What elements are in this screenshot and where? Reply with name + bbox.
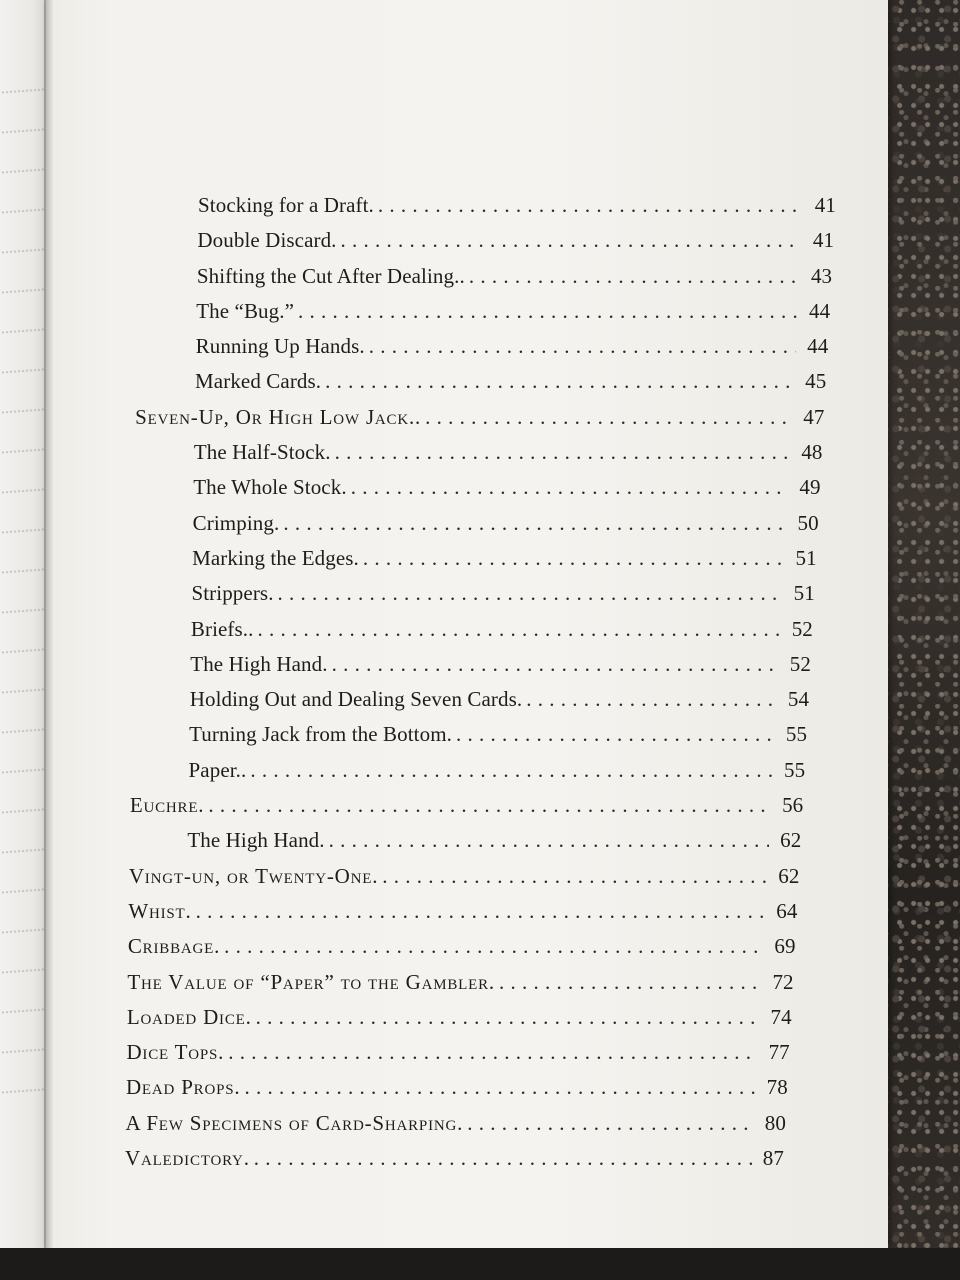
toc-entry-page-number: 62 xyxy=(778,863,800,888)
toc-entry-title: Strippers. xyxy=(191,581,274,606)
show-through-line xyxy=(2,1009,44,1017)
dot-leader xyxy=(254,1143,752,1173)
toc-entry xyxy=(127,967,793,997)
toc-entry-title: The High Hand. xyxy=(190,651,328,676)
toc-entry-page-number: 43 xyxy=(810,263,833,288)
show-through-line xyxy=(2,569,44,577)
dot-leader xyxy=(329,825,770,855)
show-through-line xyxy=(2,249,44,257)
countertop-background xyxy=(880,0,960,1280)
show-through-line xyxy=(2,1089,44,1097)
dot-leader xyxy=(256,1002,760,1032)
show-through-line xyxy=(2,289,44,297)
show-through-line xyxy=(2,969,44,977)
dot-leader xyxy=(351,472,789,502)
book-page xyxy=(46,0,888,1248)
toc-entry xyxy=(196,296,830,326)
toc-entry xyxy=(187,825,801,855)
toc-entry-page-number: 55 xyxy=(785,722,808,747)
toc-entry-title: Dead Props. xyxy=(125,1075,241,1100)
toc-entry-page-number: 41 xyxy=(814,193,836,217)
toc-entry-title: Holding Out and Dealing Seven Cards. xyxy=(189,687,523,712)
show-through-line xyxy=(2,489,44,497)
toc-entry-page-number: 44 xyxy=(809,298,831,323)
toc-entry xyxy=(197,225,834,255)
toc-entry-title: Turning Jack from the Bottom. xyxy=(189,722,452,747)
toc-entry-title: Crimping. xyxy=(192,510,280,535)
dot-leader xyxy=(332,649,779,679)
toc-entry-title: A Few Specimens of Card-Sharping. xyxy=(125,1110,464,1135)
dot-leader xyxy=(382,861,767,891)
toc-entry xyxy=(191,578,814,608)
toc-entry xyxy=(190,684,809,714)
show-through-line xyxy=(2,929,44,937)
toc-entry-page-number: 62 xyxy=(780,828,802,853)
show-through-line xyxy=(2,729,44,737)
dot-leader xyxy=(467,1108,754,1138)
toc-entry-title: Running Up Hands. xyxy=(195,334,365,359)
toc-entry-page-number: 54 xyxy=(787,687,810,712)
toc-entry xyxy=(128,931,796,961)
toc-entry-page-number: 87 xyxy=(762,1146,784,1170)
toc-entry-page-number: 45 xyxy=(805,369,827,394)
show-through-line xyxy=(2,369,44,377)
dot-leader xyxy=(208,790,771,820)
dot-leader xyxy=(244,1072,755,1102)
toc-entry xyxy=(193,472,820,502)
toc-entry xyxy=(125,1143,784,1173)
dot-leader xyxy=(258,614,781,644)
dot-leader xyxy=(363,543,785,573)
table-of-contents xyxy=(46,0,888,1248)
toc-entry xyxy=(195,366,826,396)
bottom-shadow xyxy=(0,1248,960,1280)
toc-entry-page-number: 56 xyxy=(782,793,804,818)
dot-leader xyxy=(228,1037,758,1067)
toc-entry-page-number: 69 xyxy=(774,934,796,959)
book-gutter xyxy=(44,0,54,1248)
toc-entry xyxy=(129,861,800,891)
toc-entry-title: The Value of “Paper” to the Gambler. xyxy=(127,969,495,994)
dot-leader xyxy=(425,402,792,432)
toc-entry-page-number: 52 xyxy=(789,651,811,676)
dot-leader xyxy=(250,755,773,785)
dot-leader xyxy=(196,896,766,926)
toc-entry-title: Shifting the Cut After Dealing.. xyxy=(196,263,465,288)
toc-entry-page-number: 52 xyxy=(791,616,813,641)
show-through-line xyxy=(2,889,44,897)
show-through-line xyxy=(2,809,44,817)
toc-entry-title: The “Bug.” xyxy=(196,298,295,323)
toc-entry xyxy=(128,896,797,926)
toc-entry-page-number: 51 xyxy=(793,581,815,606)
toc-entry-title: Valedictory. xyxy=(125,1146,250,1170)
dot-leader xyxy=(335,437,791,467)
toc-entry xyxy=(193,508,819,538)
toc-entry xyxy=(189,755,806,785)
toc-entry-title: The Whole Stock. xyxy=(193,475,347,500)
toc-entry-page-number: 72 xyxy=(772,969,794,994)
show-through-line xyxy=(2,449,44,457)
show-through-line xyxy=(2,1049,44,1057)
toc-entry xyxy=(189,719,807,749)
toc-entry-page-number: 44 xyxy=(807,334,829,359)
toc-entry xyxy=(135,402,824,432)
toc-entry xyxy=(197,261,832,291)
show-through-line xyxy=(2,129,44,137)
toc-entry xyxy=(127,1002,792,1032)
toc-entry-title: Paper.. xyxy=(188,757,247,782)
toc-entry xyxy=(126,1072,788,1102)
dot-leader xyxy=(278,578,783,608)
toc-entry-page-number: 47 xyxy=(803,404,825,429)
dot-leader xyxy=(341,225,803,255)
toc-entry xyxy=(192,543,817,573)
toc-entry xyxy=(125,1108,785,1138)
toc-entry xyxy=(130,790,803,820)
toc-entry xyxy=(190,649,811,679)
toc-entry xyxy=(194,437,823,467)
toc-entry-title: Loaded Dice. xyxy=(126,1004,252,1029)
toc-entry-title: The Half-Stock. xyxy=(193,440,331,465)
toc-entry-title: Vingt-un, or Twenty-One. xyxy=(128,863,379,888)
show-through-line xyxy=(2,689,44,697)
toc-entry-title: Marked Cards. xyxy=(195,369,322,394)
toc-entry xyxy=(126,1037,789,1067)
toc-entry-page-number: 48 xyxy=(801,440,823,465)
toc-entry-title: Marking the Edges. xyxy=(192,545,359,570)
show-through-line xyxy=(2,169,44,177)
toc-entry-page-number: 49 xyxy=(799,475,821,500)
dot-leader xyxy=(369,331,797,361)
toc-entry-page-number: 77 xyxy=(768,1040,790,1065)
toc-entry-page-number: 51 xyxy=(795,545,817,570)
show-through-line xyxy=(2,409,44,417)
dot-leader xyxy=(469,261,800,291)
show-through-line xyxy=(2,769,44,777)
show-through-line xyxy=(2,329,44,337)
dot-leader xyxy=(298,296,798,326)
show-through-line xyxy=(2,649,44,657)
dot-leader xyxy=(378,190,804,220)
toc-entry-title: Briefs.. xyxy=(190,616,254,641)
show-through-line xyxy=(2,529,44,537)
show-through-line xyxy=(2,209,44,217)
toc-entry-title: Whist. xyxy=(128,898,192,923)
toc-entry-title: Euchre. xyxy=(129,793,205,818)
toc-entry-page-number: 64 xyxy=(776,898,798,923)
toc-entry xyxy=(198,190,836,220)
toc-entry-page-number: 74 xyxy=(770,1004,792,1029)
toc-entry-title: Cribbage. xyxy=(127,934,221,959)
toc-entry-title: The High Hand. xyxy=(187,828,325,853)
show-through-line xyxy=(2,609,44,617)
toc-entry-page-number: 50 xyxy=(797,510,819,535)
toc-entry-page-number: 78 xyxy=(766,1075,788,1100)
toc-entry-title: Seven-Up, Or High Low Jack.. xyxy=(135,404,422,429)
show-through-line xyxy=(2,849,44,857)
toc-entry-title: Dice Tops. xyxy=(126,1040,225,1065)
dot-leader xyxy=(325,366,794,396)
toc-entry-page-number: 55 xyxy=(783,757,806,782)
dot-leader xyxy=(456,719,775,749)
dot-leader xyxy=(526,684,777,714)
toc-entry-title: Double Discard. xyxy=(197,228,337,253)
show-through-line xyxy=(2,89,44,97)
dot-leader xyxy=(499,967,762,997)
toc-entry-title: Stocking for a Draft. xyxy=(198,193,374,217)
toc-entry xyxy=(196,331,829,361)
dot-leader xyxy=(283,508,786,538)
toc-entry-page-number: 41 xyxy=(812,228,835,253)
toc-entry xyxy=(191,614,813,644)
dot-leader xyxy=(224,931,763,961)
facing-page xyxy=(0,0,46,1248)
toc-entry-page-number: 80 xyxy=(764,1110,786,1135)
